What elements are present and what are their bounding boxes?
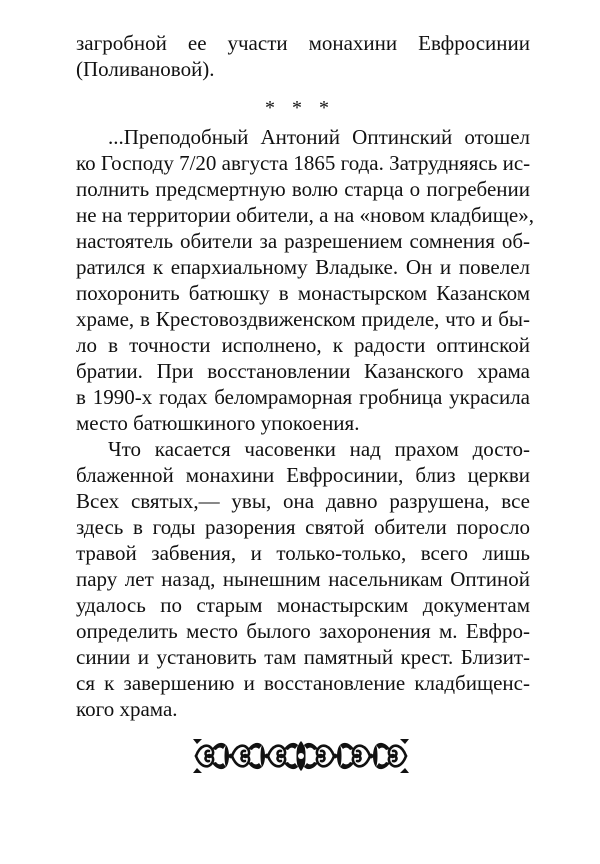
text-line: не на территории обители, а на «новом кладбище», [76,203,535,227]
text-line: ратился к епархиальному Владыке. Он и повелел [76,255,530,279]
text-line: травой забвения, и только-только, всего лишь [76,541,530,565]
section-separator: * * * [265,97,335,119]
text-line: похоронить батюшку в монастырском Казанском [76,281,530,305]
text-line: храме, в Крестовоздвиженском приделе, что и бы- [76,307,530,331]
text-line: братии. При восстановлении Казанского храма [76,359,530,383]
text-line: определить место былого захоронения м. Евфро- [76,619,530,643]
text-line: настоятель обители за разрешением сомнения об- [76,229,530,253]
text-line: Всех святых,— увы, она давно разрушена, все [76,489,530,513]
text-line: пару лет назад, нынешним насельникам Оптиной [76,567,530,591]
text-line: ся к завершению и восстановление кладбищенс- [76,671,530,695]
text-line: загробной ее участи монахини Евфросинии [76,31,530,55]
paragraph-first-line: ...Преподобный Антоний Оптинский отошел [108,125,530,149]
text-line: полнить предсмертную волю старца о погребении [76,177,530,201]
text-line: (Поливановой). [76,57,215,81]
text-line: ко Господу 7/20 августа 1865 года. Затрудняясь ис- [76,151,531,175]
paragraph-first-line: Что касается часовенки над прахом досто- [108,437,530,461]
text-line: кого храма. [76,697,178,721]
text-line: синии и установить там памятный крест. Близит- [76,645,530,669]
text-line: удалось по старым монастырским документам [76,593,530,617]
text-line: блаженной монахини Евфросинии, близ церкви [76,463,530,487]
ornamental-divider-icon [190,737,412,775]
text-line: место батюшкиного упокоения. [76,411,360,435]
text-line: ло в точности исполнено, к радости оптинской [76,333,530,357]
text-line: в 1990-х годах беломраморная гробница украсила [76,385,530,409]
text-line: здесь в годы разорения святой обители поросло [76,515,530,539]
